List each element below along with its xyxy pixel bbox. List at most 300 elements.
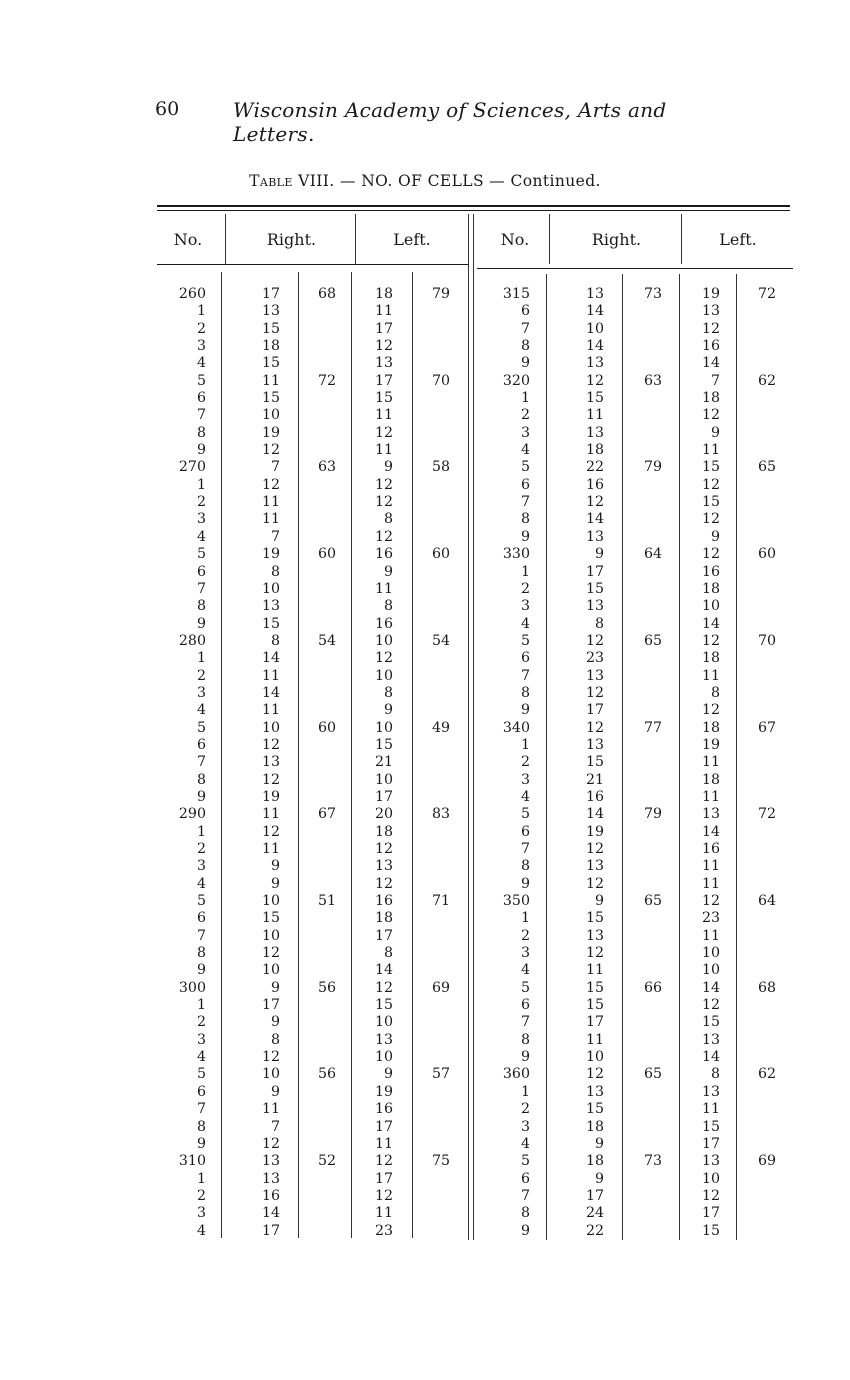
table-cell: 13 [374,1031,393,1048]
table-cell [738,668,776,685]
table-cell: 12 [261,945,280,962]
table-cell: 1 [196,303,206,320]
table-cell: 56 [317,979,336,996]
table-cell [738,737,776,754]
table-cell: 9 [710,424,720,441]
table-cell: 58 [431,459,450,476]
table-cell: 68 [757,979,776,996]
table-cell: 12 [374,528,393,545]
header-left-2: Left. [719,230,757,249]
table-cell: 5 [520,979,530,996]
table-cell [624,529,662,546]
table-cell: 2 [196,1187,206,1204]
table-cell: 9 [196,615,206,632]
table-cell [414,1188,450,1205]
table-cell: 63 [317,459,336,476]
table-cell: 10 [701,945,720,962]
table-cell: 12 [374,476,393,493]
table-cell: 7 [520,841,530,857]
table-cell [300,355,336,372]
block1-left-column [355,286,393,1240]
table-cell [738,425,776,442]
table-cell: 19 [701,736,720,753]
table-cell: 11 [261,511,280,528]
table-cell: 8 [520,511,530,528]
table-cell [300,702,336,719]
running-head [155,98,725,146]
table-cell: 4 [196,1222,206,1239]
table-cell: 9 [383,702,393,719]
table-cell: 11 [261,1101,280,1118]
table-cell: 64 [643,546,662,563]
table-cell: 11 [701,667,720,684]
table-cell: 1 [520,390,530,407]
table-cell [414,824,450,841]
table-cell: 6 [196,390,206,407]
table-cell [414,598,450,615]
table-cell: 15 [701,459,720,476]
table-cell: 12 [374,650,393,667]
table-cell: 350 [502,893,530,910]
table-cell: 7 [520,320,530,337]
table-cell: 8 [196,771,206,788]
table-cell [414,1205,450,1222]
table-cell [738,789,776,806]
table-cell: 17 [374,1118,393,1135]
table-cell: 72 [757,806,776,823]
table-cell [300,616,336,633]
table-cell: 13 [374,858,393,875]
table-cell [624,303,662,320]
vline-no2-right [549,214,550,264]
table-cell: 9 [594,1170,604,1187]
table-cell: 23 [585,650,604,667]
vline-right1-sep [298,272,299,1238]
table-cell [738,390,776,407]
table-cell: 13 [261,1170,280,1187]
table-cell: 12 [585,1066,604,1083]
table-cell [738,1049,776,1066]
table-cell: 54 [317,632,336,649]
table-cell: 12 [701,632,720,649]
table-cell: 9 [594,893,604,910]
table-cell: 5 [196,546,206,563]
table-cell: 17 [261,997,280,1014]
table-cell [414,511,450,528]
table-cell [624,737,662,754]
table-cell: 49 [431,719,450,736]
table-cell: 18 [701,390,720,407]
table-cell: 1 [520,1083,530,1100]
table-cell: 17 [585,702,604,719]
table-cell: 4 [196,702,206,719]
table-cell: 14 [701,1049,720,1066]
table-cell [624,1188,662,1205]
table-cell: 15 [261,320,280,337]
table-cell [300,824,336,841]
table-cell: 11 [701,754,720,771]
table-cell [414,789,450,806]
table-cell [414,338,450,355]
table-cell: 17 [374,788,393,805]
table-cell: 9 [196,1135,206,1152]
block2-right-column [560,286,604,1240]
table-cell: 13 [585,424,604,441]
table-cell [624,390,662,407]
vline-right2-left2 [681,214,682,264]
table-cell [738,1136,776,1153]
table-cell: 7 [520,667,530,684]
table-cell [300,1205,336,1222]
table-cell: 14 [585,511,604,528]
table-cell: 12 [701,546,720,563]
table-cell: 18 [374,286,393,302]
table-cell [414,910,450,927]
table-cell: 18 [261,338,280,355]
table-cell: 12 [701,511,720,528]
table-cell [300,477,336,494]
header-left-1: Left. [393,230,431,249]
table-cell: 14 [261,1205,280,1222]
table-cell: 6 [196,563,206,580]
table-cell: 9 [270,979,280,996]
table-cell: 15 [701,1118,720,1135]
table-cell [624,581,662,598]
table-cell: 73 [643,1153,662,1170]
table-cell: 12 [585,841,604,857]
table-cell [624,1119,662,1136]
table-cell: 280 [178,632,206,649]
table-cell [414,425,450,442]
table-cell: 9 [196,962,206,979]
table-cell: 10 [261,927,280,944]
table-cell: 11 [261,806,280,823]
table-cell: 15 [585,910,604,927]
table-cell: 14 [701,823,720,840]
table-cell [414,1084,450,1101]
table-cell: 15 [374,997,393,1014]
table-cell [738,876,776,893]
table-cell [414,1032,450,1049]
table-cell: 13 [585,528,604,545]
table-cell: 11 [701,442,720,459]
table-cell: 12 [261,476,280,493]
table-cell: 1 [196,997,206,1014]
table-cell [738,1171,776,1188]
table-title-rest: — NO. OF CELLS — Continued. [334,172,601,190]
table-cell: 3 [196,338,206,355]
table-cell [738,616,776,633]
table-cell: 5 [520,806,530,823]
table-cell [300,754,336,771]
table-cell [300,668,336,685]
table-cell: 2 [520,580,530,597]
table-cell: 6 [520,997,530,1014]
table-cell: 12 [261,823,280,840]
table-cell [738,1032,776,1049]
table-cell: 11 [261,494,280,511]
table-cell [414,321,450,338]
table-cell: 12 [701,320,720,337]
table-cell [300,910,336,927]
table-cell: 9 [270,875,280,892]
table-cell: 21 [374,754,393,771]
table-cell: 15 [585,997,604,1014]
table-cell: 8 [520,1031,530,1048]
table-cell [738,581,776,598]
table-cell: 11 [261,841,280,857]
header-right-2: Right. [591,230,642,249]
table-cell: 8 [196,945,206,962]
table-cell [624,338,662,355]
table-cell: 16 [374,615,393,632]
table-cell: 18 [701,771,720,788]
table-cell [300,1032,336,1049]
table-cell: 3 [196,684,206,701]
table-cell: 12 [585,719,604,736]
table-cell: 24 [585,1205,604,1222]
table-cell: 15 [261,355,280,372]
table-cell: 1 [196,1170,206,1187]
table-cell: 68 [317,286,336,302]
table-cell: 5 [196,893,206,910]
block1-left-sum-column [414,286,450,1240]
table-cell [300,494,336,511]
table-cell: 14 [701,355,720,372]
table-cell: 16 [701,338,720,355]
table-cell: 16 [701,563,720,580]
table-cell [624,789,662,806]
table-cell: 11 [374,1135,393,1152]
table-cell: 6 [196,910,206,927]
table-cell: 11 [261,372,280,389]
table-cell [300,338,336,355]
table-cell: 1 [520,910,530,927]
table-cell: 1 [196,476,206,493]
table-cell [738,442,776,459]
table-cell [300,928,336,945]
table-cell: 17 [261,1222,280,1239]
table-cell: 12 [374,1153,393,1170]
vline-right1-left1 [355,214,356,264]
table-cell [414,1223,450,1240]
table-cell: 17 [701,1135,720,1152]
header-no-1: No. [173,230,203,249]
table-cell [738,598,776,615]
table-cell: 12 [261,1135,280,1152]
table-cell [414,962,450,979]
table-cell: 12 [585,372,604,389]
table-cell [624,442,662,459]
table-cell [414,945,450,962]
table-cell [414,1049,450,1066]
table-cell: 17 [585,1187,604,1204]
table-cell: 14 [585,303,604,320]
table-cell: 79 [643,459,662,476]
table-cell: 65 [757,459,776,476]
header-rule-left [157,264,468,265]
table-cell: 4 [196,875,206,892]
table-cell [300,1188,336,1205]
table-cell: 9 [196,442,206,459]
table-cell: 12 [701,476,720,493]
table-cell: 18 [585,442,604,459]
table-cell: 3 [520,771,530,788]
vline-double-a [468,214,469,1240]
table-cell: 11 [585,962,604,979]
table-cell [300,858,336,875]
table-cell: 18 [374,823,393,840]
table-cell: 13 [374,355,393,372]
block2-left-sum-column [738,286,776,1240]
table-cell: 52 [317,1153,336,1170]
table-cell: 7 [270,528,280,545]
table-cell: 12 [585,632,604,649]
table-cell [414,616,450,633]
table-cell: 14 [585,806,604,823]
table-cell: 7 [270,1118,280,1135]
table-cell: 60 [757,546,776,563]
table-cell [738,997,776,1014]
table-cell: 13 [701,1083,720,1100]
table-cell [414,928,450,945]
table-cell [414,685,450,702]
table-cell: 19 [374,1083,393,1100]
table-cell [300,564,336,581]
header-rule-right [477,268,793,269]
table-cell: 12 [701,702,720,719]
table-cell [624,685,662,702]
table-cell [414,494,450,511]
table-cell [738,824,776,841]
table-cell: 15 [585,390,604,407]
table-cell: 14 [701,615,720,632]
table-cell: 10 [374,667,393,684]
table-cell: 6 [520,823,530,840]
table-cell: 10 [585,1049,604,1066]
table-cell: 12 [374,875,393,892]
table-cell: 3 [196,1031,206,1048]
table-cell [414,876,450,893]
table-cell [738,1014,776,1031]
table-cell [300,1101,336,1118]
table-cell: 12 [585,945,604,962]
table-cell: 13 [585,667,604,684]
table-cell: 12 [374,841,393,857]
table-cell [624,650,662,667]
table-cell: 11 [261,667,280,684]
table-cell [414,772,450,789]
table-cell [624,355,662,372]
table-cell: 11 [701,788,720,805]
table-cell [738,910,776,927]
table-cell: 13 [261,303,280,320]
table-cell: 2 [196,841,206,857]
table-cell [300,1171,336,1188]
table-cell: 1 [520,736,530,753]
table-cell [300,1119,336,1136]
table-cell: 320 [502,372,530,389]
journal-title: Wisconsin Academy of Sciences, Arts and Letters. [233,98,667,146]
table-cell: 21 [585,771,604,788]
table-cell: 19 [701,286,720,302]
table-cell: 13 [585,598,604,615]
table-cell: 13 [701,1031,720,1048]
table-cell [300,685,336,702]
table-cell: 9 [520,528,530,545]
table-cell: 15 [585,754,604,771]
table-cell [624,668,662,685]
table-cell [414,355,450,372]
table-cell: 10 [374,719,393,736]
table-cell [624,598,662,615]
table-cell: 12 [585,875,604,892]
table-cell [300,997,336,1014]
table-cell [738,1084,776,1101]
table-cell: 17 [374,372,393,389]
table-cell: 17 [701,1205,720,1222]
table-cell: 12 [374,424,393,441]
block1-no-column [160,286,206,1240]
table-cell: 19 [261,546,280,563]
table-cell [624,962,662,979]
table-cell: 9 [520,702,530,719]
table-cell [624,754,662,771]
table-cell [624,1171,662,1188]
table-cell: 10 [261,893,280,910]
table-cell [300,1136,336,1153]
table-title [0,172,850,190]
table-cell: 16 [701,841,720,857]
table-cell: 15 [585,979,604,996]
table-cell: 8 [383,598,393,615]
table-cell [738,1119,776,1136]
header-no-2: No. [500,230,530,249]
table-cell: 10 [261,719,280,736]
table-cell [300,529,336,546]
table-cell: 14 [585,338,604,355]
table-cell [414,407,450,424]
table-cell: 11 [701,1101,720,1118]
table-cell: 2 [196,667,206,684]
table-cell: 1 [520,563,530,580]
top-rule-2 [157,210,790,211]
vline-left1-sep [412,272,413,1238]
table-cell: 13 [585,355,604,372]
vline-double-b [473,214,474,1240]
table-cell: 8 [196,424,206,441]
table-cell [738,1188,776,1205]
table-cell: 5 [520,459,530,476]
block2-no-column [480,286,530,1240]
table-cell: 9 [383,459,393,476]
table-cell [300,511,336,528]
block1-right-sum-column [300,286,336,1240]
table-cell [300,772,336,789]
table-cell: 11 [374,303,393,320]
table-cell: 22 [585,459,604,476]
table-cell [300,425,336,442]
table-cell [624,824,662,841]
table-cell [624,702,662,719]
table-cell: 9 [710,528,720,545]
table-cell: 17 [374,927,393,944]
table-cell: 10 [374,1049,393,1066]
table-cell: 1 [196,650,206,667]
table-cell [624,321,662,338]
table-cell: 10 [701,598,720,615]
table-cell [624,1084,662,1101]
